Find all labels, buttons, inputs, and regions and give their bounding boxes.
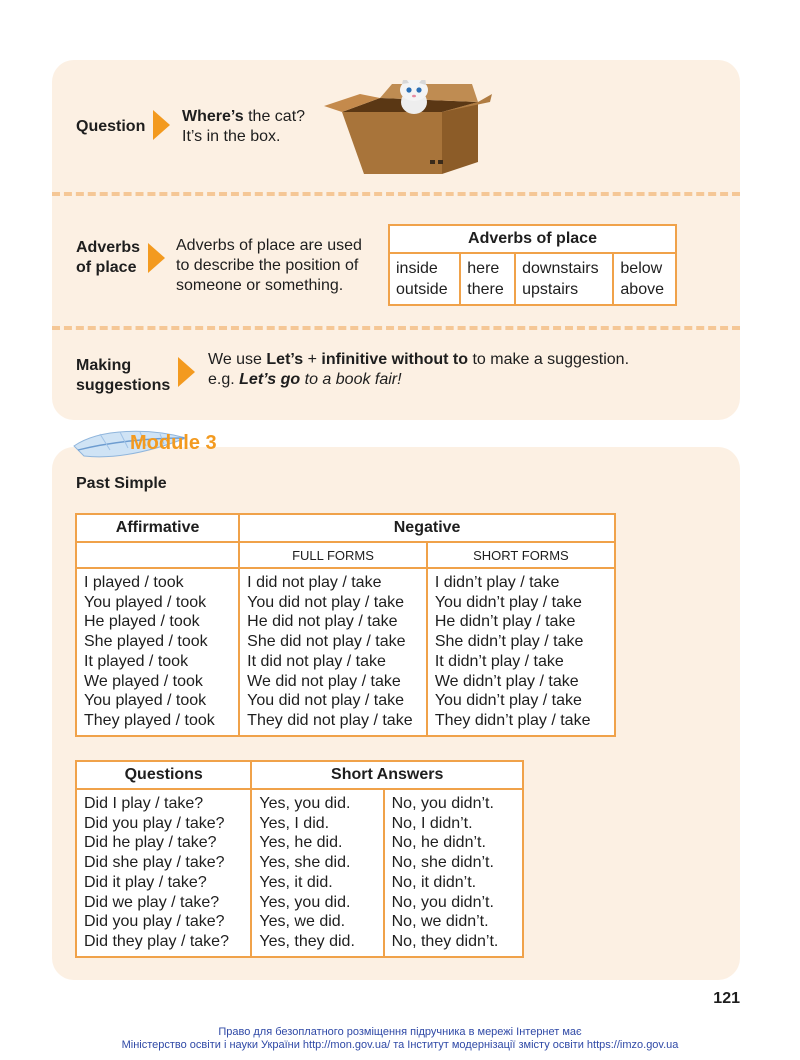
adverb-cell: downstairs upstairs <box>515 253 613 305</box>
footer-line: Право для безоплатного розміщення підручника в мережі Інтернет має <box>218 1026 582 1038</box>
adverbs-table <box>388 224 677 306</box>
footer-notice <box>0 1026 800 1052</box>
adverbs-description: Adverbs of place are used to describe the position of someone or something. <box>176 237 362 294</box>
past-simple-table <box>75 513 616 737</box>
suggestions-label-line2: suggestions <box>76 377 171 394</box>
header-full-forms: FULL FORMS <box>239 542 427 568</box>
divider <box>52 326 740 330</box>
adverbs-arrow-icon <box>148 243 165 273</box>
short-forms-list: I didn’t play / take You didn’t play / take He didn’t play / take She didn’t play / take It didn’t play / take We didn’t play / take You didn’t play / take They didn’t play / take <box>427 568 615 736</box>
adverb-cell: here there <box>460 253 515 305</box>
table-row <box>76 568 615 736</box>
adverbs-label-line1: Adverbs <box>76 239 141 256</box>
divider <box>52 192 740 196</box>
full-forms-list: I did not play / take You did not play / take He did not play / take She did not play / take It did not play / take We did not play / take You did not play / take They did not play / take <box>239 568 427 736</box>
footer-line: Міністерство освіти і науки України http://mon.gov.ua/ та Інститут модернізації змісту освіти https://imzo.gov.ua <box>121 1039 679 1051</box>
header-affirmative: Affirmative <box>76 514 239 542</box>
question-answer: It’s in the box. <box>182 128 281 145</box>
yes-answers-list: Yes, you did. Yes, I did. Yes, he did. Yes, she did. Yes, it did. Yes, you did. Yes, we did. Yes, they did. <box>251 789 383 957</box>
module-title: Module 3 <box>130 432 217 454</box>
questions-list: Did I play / take? Did you play / take? Did he play / take? Did she play / take? Did it play / take? Did we play / take? Did you play / take? Did they play / take? <box>76 789 251 957</box>
no-answers-list: No, you didn’t. No, I didn’t. No, he didn’t. No, she didn’t. No, it didn’t. No, you didn’t. No, we didn’t. No, they didn’t. <box>384 789 523 957</box>
adverb-cell: inside outside <box>389 253 460 305</box>
adverbs-label-line2: of place <box>76 259 137 276</box>
question-bold: Where’s <box>182 108 244 125</box>
page-number: 121 <box>713 990 740 1007</box>
empty-cell <box>76 542 239 568</box>
header-negative: Negative <box>239 514 615 542</box>
section-heading: Past Simple <box>76 475 167 492</box>
suggestions-label-line1: Making <box>76 357 132 374</box>
suggestions-label <box>76 356 170 396</box>
question-rest: the cat? <box>243 108 306 125</box>
adverbs-label <box>76 238 140 278</box>
question-label: Question <box>76 118 146 135</box>
question-arrow-icon <box>153 110 170 140</box>
header-questions: Questions <box>76 761 251 789</box>
suggestions-text: We use Let’s + infinitive without to to make a suggestion. e.g. Let’s go to a book fair! <box>208 351 630 388</box>
table-row <box>389 253 676 305</box>
affirmative-list: I played / took You played / took He played / took She played / took It played / took We played / took You played / took They played / took <box>76 568 239 736</box>
suggestions-arrow-icon <box>178 357 195 387</box>
question-example <box>182 107 305 147</box>
questions-table <box>75 760 524 958</box>
adverbs-table-header: Adverbs of place <box>389 225 676 253</box>
header-short-answers: Short Answers <box>251 761 523 789</box>
adverb-cell: below above <box>613 253 676 305</box>
table-row <box>76 789 523 957</box>
header-short-forms: SHORT FORMS <box>427 542 615 568</box>
cat-in-box-image <box>322 80 494 176</box>
